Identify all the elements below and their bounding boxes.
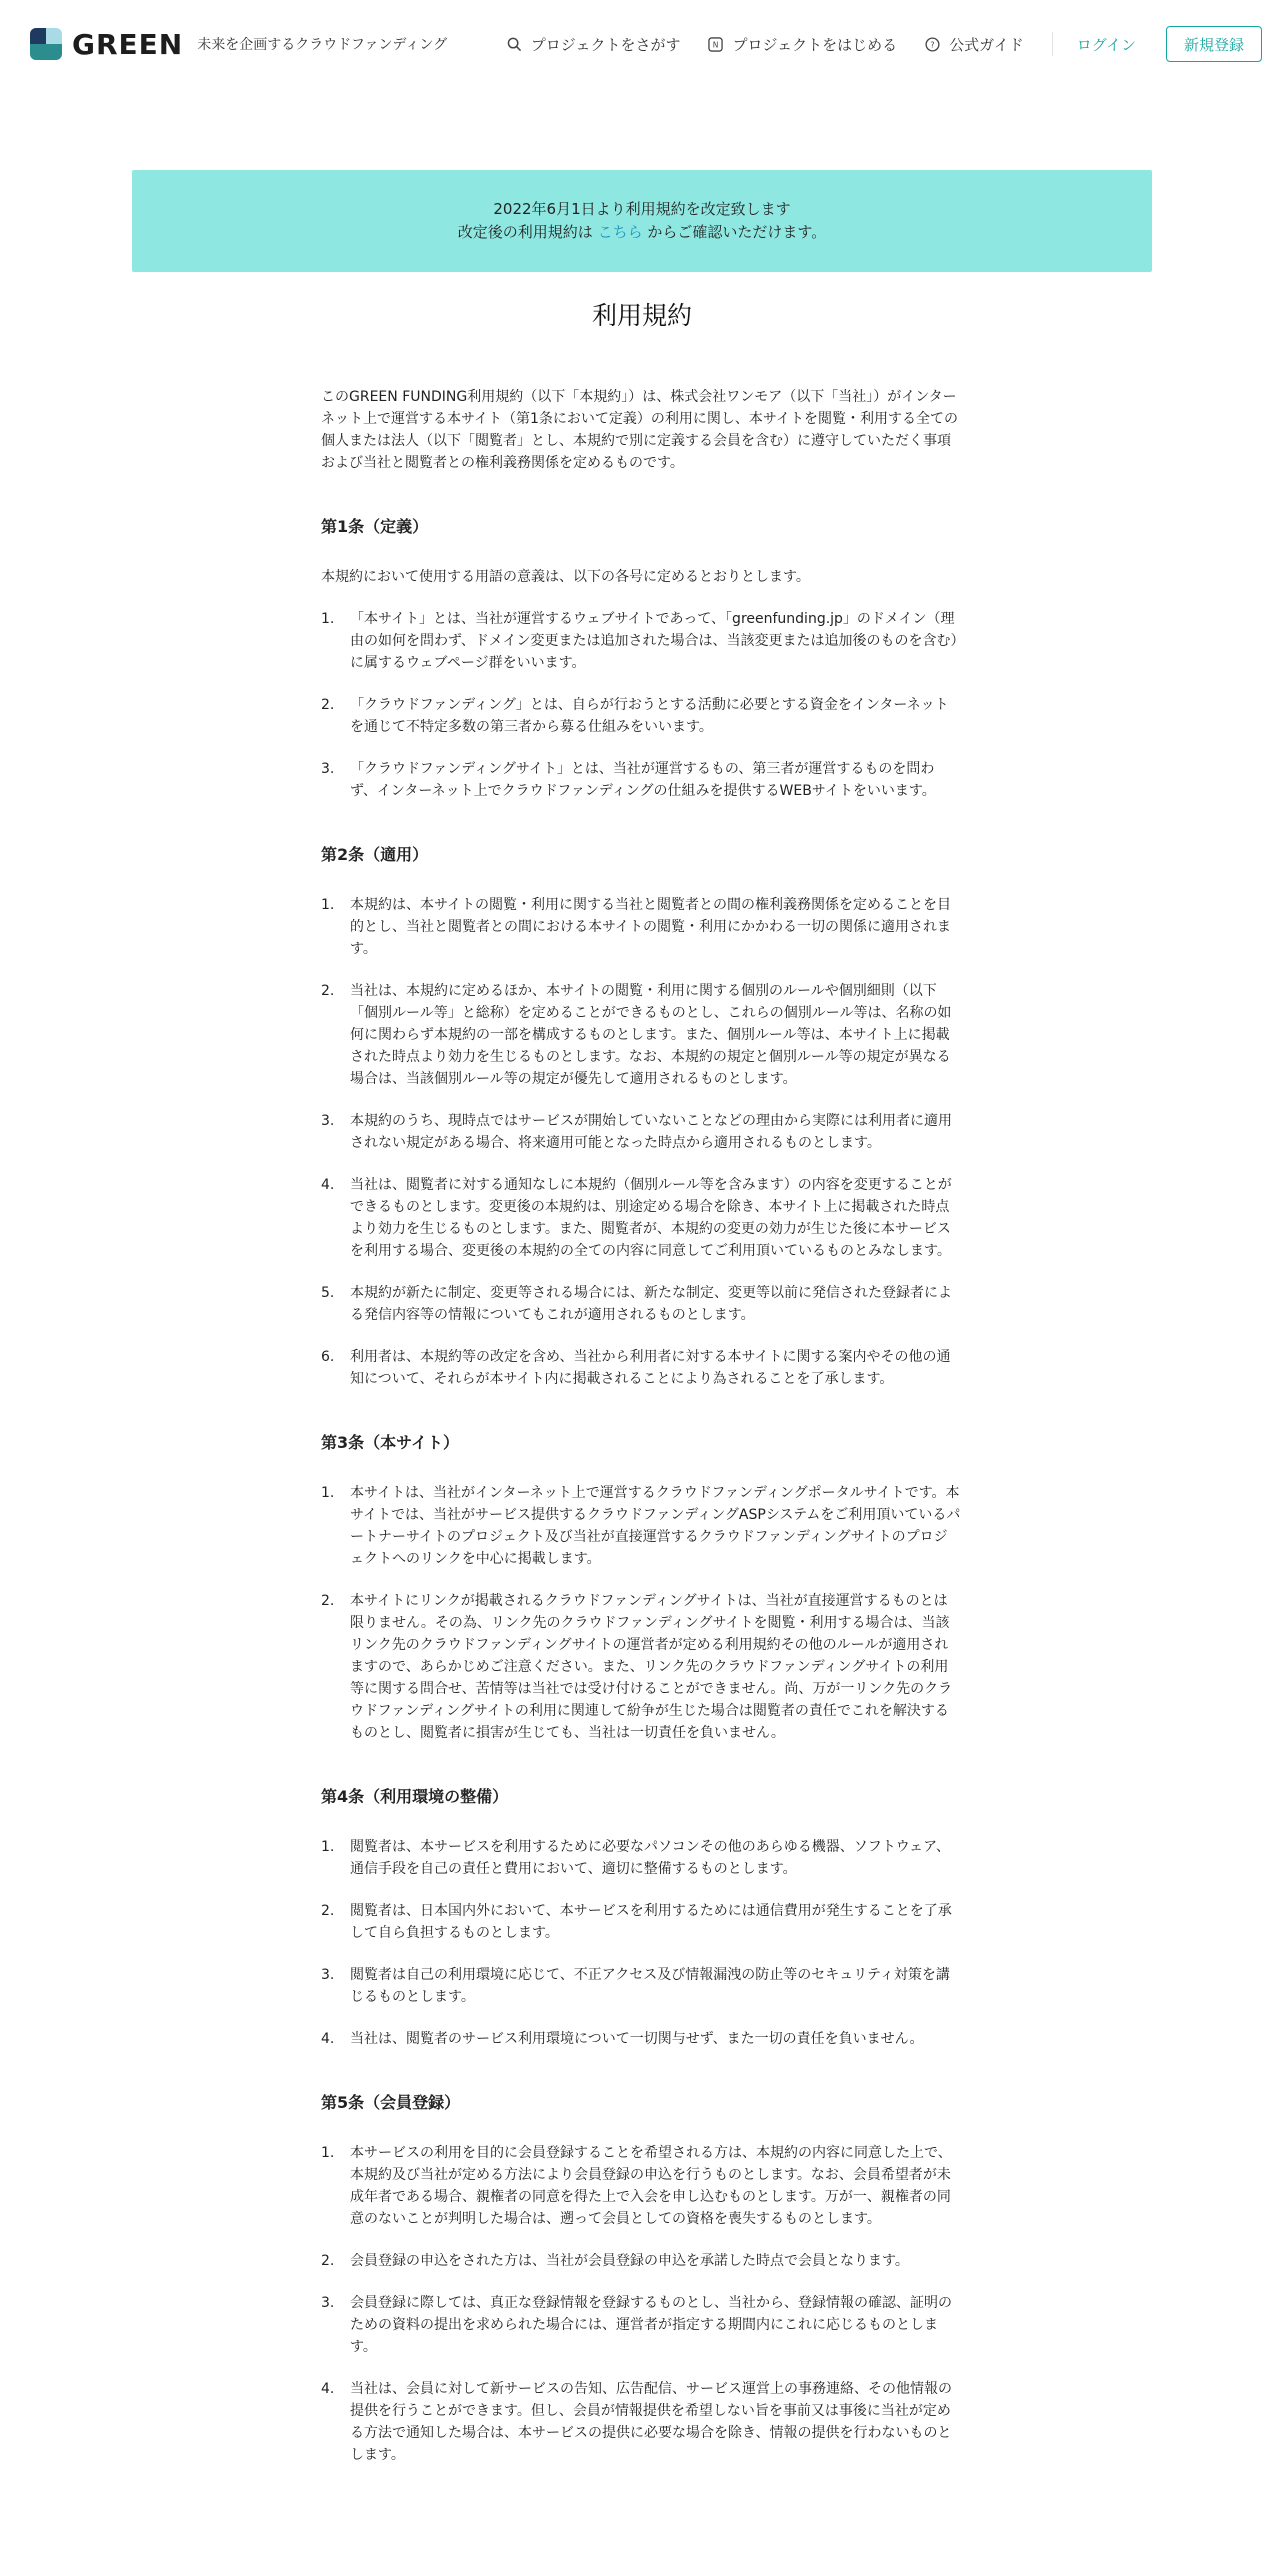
list-item-text: 当社は、本規約に定めるほか、本サイトの閲覧・利用に関する個別のルールや個別細則（以下「個別ルール等」と総称）を定めることができるものとし、これらの個別ルール等は、名称の如何に関わらず本規約の一部を構成するものとします。また、個別ルール等は、本サイト上に掲載された時点より効力を生じるものとします。なお、本規約の規定と個別ルール等の規定が異なる場合は、当該個別ルール等の規定が優先して適用されるものとします。 xyxy=(350,983,952,1087)
article-title: 第2条（適用） xyxy=(321,845,429,864)
article-list-item xyxy=(321,980,961,1090)
article-title: 第3条（本サイト） xyxy=(321,1433,460,1452)
tagline: 未来を企画するクラウドファンディング xyxy=(197,37,448,53)
list-item-text: 本規約が新たに制定、変更等される場合には、新たな制定、変更等以前に発信された登録者による発信内容等の情報についてもこれが適用されるものとします。 xyxy=(350,1285,952,1323)
list-item-text: 本規約のうち、現時点ではサービスが開始していないことなどの理由から実際には利用者に適用されない規定がある場合、将来適用可能となった時点から適用されるものとします。 xyxy=(350,1113,952,1151)
list-item-text: 会員登録の申込をされた方は、当社が会員登録の申込を承諾した時点で会員となります。 xyxy=(350,2253,909,2269)
start-project-icon xyxy=(708,37,723,52)
notice-banner xyxy=(132,170,1152,272)
list-item-text: 当社は、会員に対して新サービスの告知、広告配信、サービス運営上の事務連絡、その他情報の提供を行うことができます。但し、会員が情報提供を希望しない旨を事前又は事後に当社が定める方法で通知した場合は、本サービスの提供に必要な場合を除き、情報の提供を行わないものとします。 xyxy=(350,2381,952,2463)
article-list-item xyxy=(321,1836,961,1880)
list-item-text: 当社は、閲覧者のサービス利用環境について一切関与せず、また一切の責任を負いません。 xyxy=(350,2031,924,2047)
svg-text:N: N xyxy=(713,40,719,49)
list-item-number: 1. xyxy=(321,1839,335,1855)
logo-mark-icon xyxy=(30,28,62,60)
terms-content xyxy=(321,386,961,2508)
article-list-item xyxy=(321,1900,961,1944)
article-section xyxy=(321,516,961,802)
article-list-item xyxy=(321,2250,961,2272)
list-item-text: 「クラウドファンディングサイト」とは、当社が運営するもの、第三者が運営するものを問わず、インターネット上でクラウドファンディングの仕組みを提供するWEBサイトをいいます。 xyxy=(350,761,936,799)
notice-text-before: 改定後の利用規約は xyxy=(457,223,593,241)
article-list-item xyxy=(321,1346,961,1390)
main-nav xyxy=(479,26,1262,62)
list-item-text: 本サービスの利用を目的に会員登録することを希望される方は、本規約の内容に同意した上で、本規約及び当社が定める方法により会員登録の申込を行うものとします。なお、会員希望者が未成年者である場合、親権者の同意を得た上で入会を申し込むものとします。万が一、親権者の同意のないことが判明した場合は、遡って会員としての資格を喪失するものとします。 xyxy=(350,2145,952,2227)
nav-start-project-label: プロジェクトをはじめる xyxy=(732,35,898,54)
list-item-text: 利用者は、本規約等の改定を含め、当社から利用者に対する本サイトに関する案内やその他の通知について、それらが本サイト内に掲載されることにより為されることを了承します。 xyxy=(350,1349,951,1387)
list-item-number: 3. xyxy=(321,2295,335,2311)
list-item-text: 本規約は、本サイトの閲覧・利用に関する当社と閲覧者との間の権利義務関係を定めることを目的とし、当社と閲覧者との間における本サイトの閲覧・利用にかかわる一切の関係に適用されます。 xyxy=(350,897,952,957)
list-item-text: 本サイトにリンクが掲載されるクラウドファンディングサイトは、当社が直接運営するものとは限りません。その為、リンク先のクラウドファンディングサイトを閲覧・利用する場合は、当該リンク先のクラウドファンディングサイトの運営者が定める利用規約その他のルールが適用されますので、あらかじめご注意ください。また、リンク先のクラウドファンディングサイトの利用等に関する問合せ、苦情等は当社では受け付けることができません。尚、万が一リンク先のクラウドファンディングサイトの利用に関連して紛争が生じた場合は閲覧者の責任でこれを解決するものとし、閲覧者に損害が生じても、当社は一切責任を負いません。 xyxy=(350,1593,953,1741)
article-list-item xyxy=(321,1964,961,2008)
article-list xyxy=(321,2142,961,2466)
article-list-item xyxy=(321,1482,961,1570)
list-item-number: 3. xyxy=(321,1967,335,1983)
list-item-number: 6. xyxy=(321,1349,335,1365)
nav-find-projects[interactable] xyxy=(507,34,681,55)
article-list-item xyxy=(321,894,961,960)
list-item-text: 閲覧者は自己の利用環境に応じて、不正アクセス及び情報漏洩の防止等のセキュリティ対策を講じるものとします。 xyxy=(350,1967,950,2005)
svg-text:?: ? xyxy=(930,40,935,49)
logo-text: GREEN xyxy=(72,27,184,61)
page-title: 利用規約 xyxy=(591,301,692,330)
article-list-item xyxy=(321,2142,961,2230)
article-title: 第5条（会員登録） xyxy=(321,2093,461,2112)
list-item-number: 2. xyxy=(321,1593,335,1609)
article-list-item xyxy=(321,1282,961,1326)
nav-official-guide-label: 公式ガイド xyxy=(949,35,1024,54)
list-item-number: 1. xyxy=(321,897,335,913)
list-item-number: 4. xyxy=(321,1177,335,1193)
article-lead: 本規約において使用する用語の意義は、以下の各号に定めるとおりとします。 xyxy=(321,569,810,585)
article-list-item xyxy=(321,694,961,738)
article-list xyxy=(321,894,961,1390)
article-list-item xyxy=(321,1590,961,1744)
intro-paragraph: このGREEN FUNDING利用規約（以下「本規約」）は、株式会社ワンモア（以下「当社」）がインターネット上で運営する本サイト（第1条において定義）の利用に関し、本サイトを閲覧・利用する全ての個人または法人（以下「閲覧者」とし、本規約で別に定義する会員を含む）に遵守していただく事項および当社と閲覧者との権利義務関係を定めるものです。 xyxy=(321,389,958,471)
list-item-number: 3. xyxy=(321,761,335,777)
notice-line1: 2022年6月1日より利用規約を改定致します xyxy=(493,200,791,218)
article-list xyxy=(321,608,961,802)
list-item-number: 5. xyxy=(321,1285,335,1301)
search-icon xyxy=(507,37,522,52)
logo[interactable] xyxy=(30,28,183,61)
list-item-text: 本サイトは、当社がインターネット上で運営するクラウドファンディングポータルサイトです。本サイトでは、当社がサービス提供するクラウドファンディングASPシステムをご利用頂いているパートナーサイトのプロジェクト及び当社が直接運営するクラウドファンディングサイトのプロジェクトへのリンクを中心に掲載します。 xyxy=(350,1485,961,1567)
list-item-number: 3. xyxy=(321,1113,335,1129)
article-list xyxy=(321,1482,961,1744)
help-circle-icon xyxy=(925,37,940,52)
list-item-number: 2. xyxy=(321,697,335,713)
article-list-item xyxy=(321,2028,961,2050)
article-list-item xyxy=(321,2378,961,2466)
list-item-number: 1. xyxy=(321,2145,335,2161)
article-section xyxy=(321,1432,961,1744)
signup-button[interactable]: 新規登録 xyxy=(1166,26,1262,62)
notice-link[interactable]: こちら xyxy=(597,223,643,241)
list-item-number: 4. xyxy=(321,2381,335,2397)
nav-divider xyxy=(1052,32,1053,56)
list-item-number: 4. xyxy=(321,2031,335,2047)
article-title: 第4条（利用環境の整備） xyxy=(321,1787,509,1806)
article-list-item xyxy=(321,1110,961,1154)
list-item-text: 「本サイト」とは、当社が運営するウェブサイトであって、「greenfunding.jp」のドメイン（理由の如何を問わず、ドメイン変更または追加された場合は、当該変更または追加後のものを含む）に属するウェブページ群をいいます。 xyxy=(350,611,958,671)
article-list-item xyxy=(321,2292,961,2358)
notice-line2 xyxy=(132,221,1152,244)
list-item-text: 当社は、閲覧者に対する通知なしに本規約（個別ルール等を含みます）の内容を変更することができるものとします。変更後の本規約は、別途定める場合を除き、本サイト上に掲載された時点より効力を生じるものとします。また、閲覧者が、本規約の変更の効力が生じた後に本サービスを利用する場合、変更後の本規約の全ての内容に同意してご利用頂いているものとみなします。 xyxy=(350,1177,952,1259)
list-item-number: 1. xyxy=(321,611,335,627)
notice-text-after: からご確認いただけます。 xyxy=(647,223,827,241)
article-list-item xyxy=(321,608,961,674)
article-section xyxy=(321,2092,961,2466)
list-item-text: 会員登録に際しては、真正な登録情報を登録するものとし、当社から、登録情報の確認、証明のための資料の提出を求められた場合には、運営者が指定する期間内にこれに応じるものとします。 xyxy=(350,2295,952,2355)
list-item-text: 閲覧者は、本サービスを利用するために必要なパソコンその他のあらゆる機器、ソフトウェア、通信手段を自己の責任と費用において、適切に整備するものとします。 xyxy=(350,1839,951,1877)
list-item-text: 「クラウドファンディング」とは、自らが行おうとする活動に必要とする資金をインターネットを通じて不特定多数の第三者から募る仕組みをいいます。 xyxy=(350,697,949,735)
article-list xyxy=(321,1836,961,2050)
article-section xyxy=(321,844,961,1390)
list-item-text: 閲覧者は、日本国内外において、本サービスを利用するためには通信費用が発生することを了承して自ら負担するものとします。 xyxy=(350,1903,952,1941)
site-header xyxy=(0,0,1284,88)
list-item-number: 2. xyxy=(321,2253,335,2269)
list-item-number: 2. xyxy=(321,1903,335,1919)
nav-start-project[interactable] xyxy=(708,34,897,55)
login-link[interactable]: ログイン xyxy=(1076,35,1136,54)
article-title: 第1条（定義） xyxy=(321,517,429,536)
nav-official-guide[interactable] xyxy=(925,34,1024,55)
list-item-number: 2. xyxy=(321,983,335,999)
article-section xyxy=(321,1786,961,2050)
nav-find-projects-label: プロジェクトをさがす xyxy=(530,35,681,54)
article-list-item xyxy=(321,758,961,802)
list-item-number: 1. xyxy=(321,1485,335,1501)
article-list-item xyxy=(321,1174,961,1262)
